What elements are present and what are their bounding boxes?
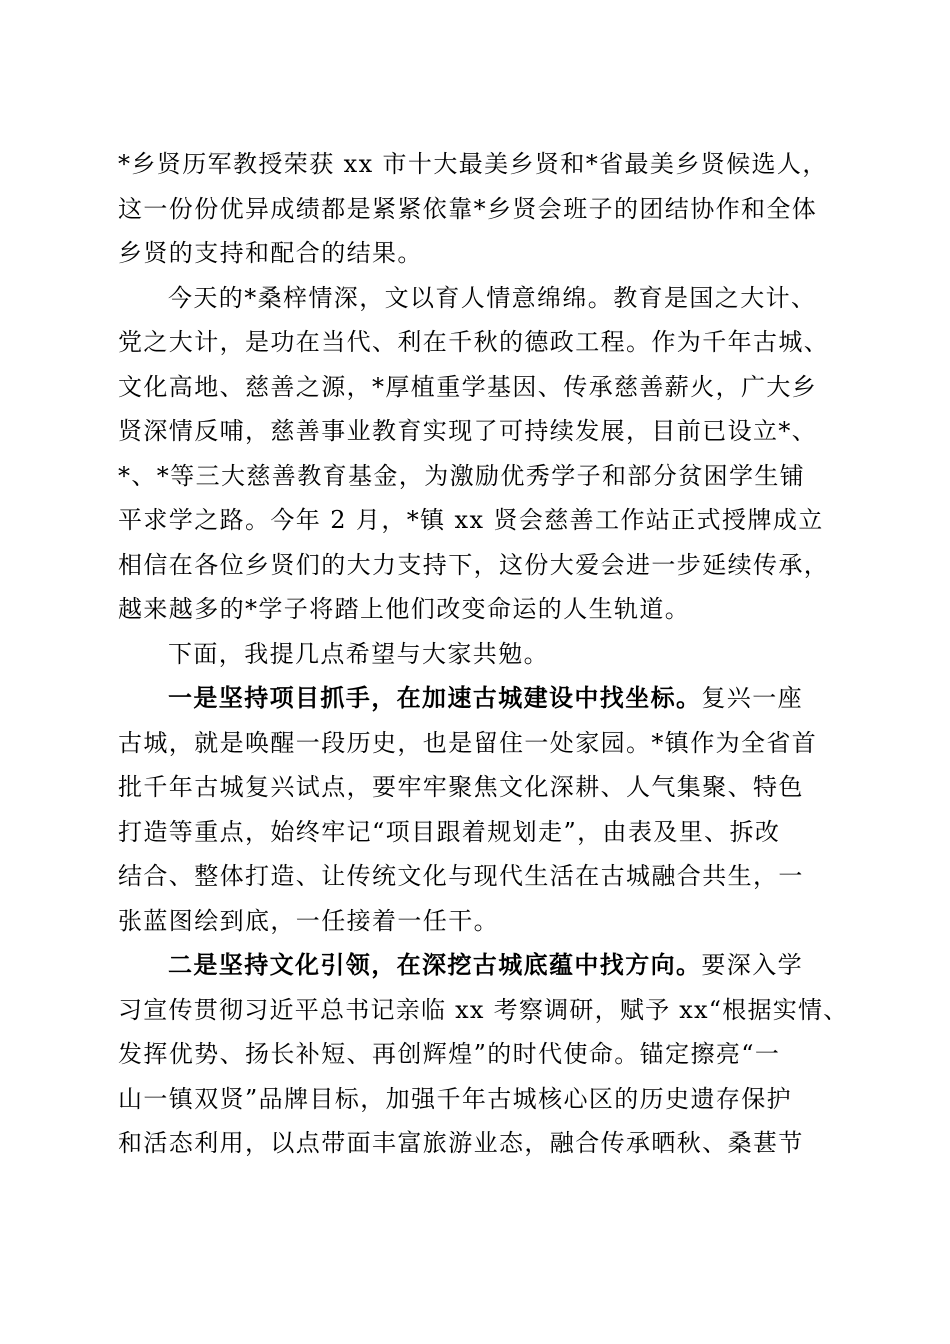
- text-line: 和活态利用，以点带面丰富旅游业态，融合传承晒秋、桑葚节: [118, 1129, 804, 1157]
- document-body: [118, 142, 853, 1166]
- text-line: 贤深情反哺，慈善事业教育实现了可持续发展，目前已设立*、: [118, 417, 818, 445]
- text-line: 发挥优势、扬长补短、再创辉煌”的时代使命。锚定擦亮“一: [118, 1040, 781, 1068]
- text-line: 古城，就是唤醒一段历史，也是留住一处家园。*镇作为全省首: [118, 728, 818, 757]
- text-line: *乡贤历军教授荣获 xx 市十大最美乡贤和*省最美乡贤候选人，: [118, 150, 828, 178]
- text-line: 文化高地、慈善之源，*厚植重学基因、传承慈善薪火，广大乡: [118, 372, 818, 401]
- text-line: 今天的*桑梓情深，文以育人情意绵绵。教育是国之大计、: [168, 283, 817, 312]
- paragraph-3: [118, 632, 853, 677]
- text-line: 习宣传贯彻习近平总书记亲临 xx 考察调研，赋予 xx“根据实情、: [118, 995, 849, 1024]
- text-line: [118, 676, 853, 721]
- text-line: 山一镇双贤”品牌目标，加强千年古城核心区的历史遗存保护: [118, 1084, 793, 1113]
- text-line: 党之大计，是功在当代、利在千秋的德政工程。作为千年古城、: [118, 328, 830, 356]
- paragraph-lead-rest: 要深入学: [701, 951, 804, 979]
- text-line: 乡贤的支持和配合的结果。: [118, 239, 423, 267]
- text-line: 平求学之路。今年 2 月，*镇 xx 贤会慈善工作站正式授牌成立: [118, 506, 824, 534]
- text-line: 这一份份优异成绩都是紧紧依靠*乡贤会班子的团结协作和全体: [118, 194, 818, 223]
- text-line: 越来越多的*学子将踏上他们改变命运的人生轨道。: [118, 595, 691, 623]
- text-line: [118, 943, 853, 988]
- text-line: 相信在各位乡贤们的大力支持下，这份大爱会进一步延续传承，: [118, 550, 830, 579]
- paragraph-4: [118, 676, 853, 943]
- text-line: 结合、整体打造、让传统文化与现代生活在古城融合共生，一: [118, 862, 804, 890]
- paragraph-lead-bold: 一是坚持项目抓手，在加速古城建设中找坐标。: [168, 683, 702, 712]
- paragraph-lead-bold: 二是坚持文化引领，在深挖古城底蕴中找方向。: [168, 950, 702, 979]
- text-line: 下面，我提几点希望与大家共勉。: [168, 639, 549, 668]
- paragraph-1: [118, 142, 853, 276]
- text-line: 张蓝图绘到底，一任接着一任干。: [118, 906, 499, 935]
- text-line: 打造等重点，始终牢记“项目跟着规划走”，由表及里、拆改: [118, 817, 781, 846]
- text-line: 批千年古城复兴试点，要牢牢聚焦文化深耕、人气集聚、特色: [118, 773, 804, 801]
- paragraph-5: [118, 943, 853, 1166]
- text-line: *、*等三大慈善教育基金，为激励优秀学子和部分贫困学生铺: [118, 461, 806, 490]
- paragraph-lead-rest: 复兴一座: [701, 684, 804, 712]
- paragraph-2: [118, 276, 853, 632]
